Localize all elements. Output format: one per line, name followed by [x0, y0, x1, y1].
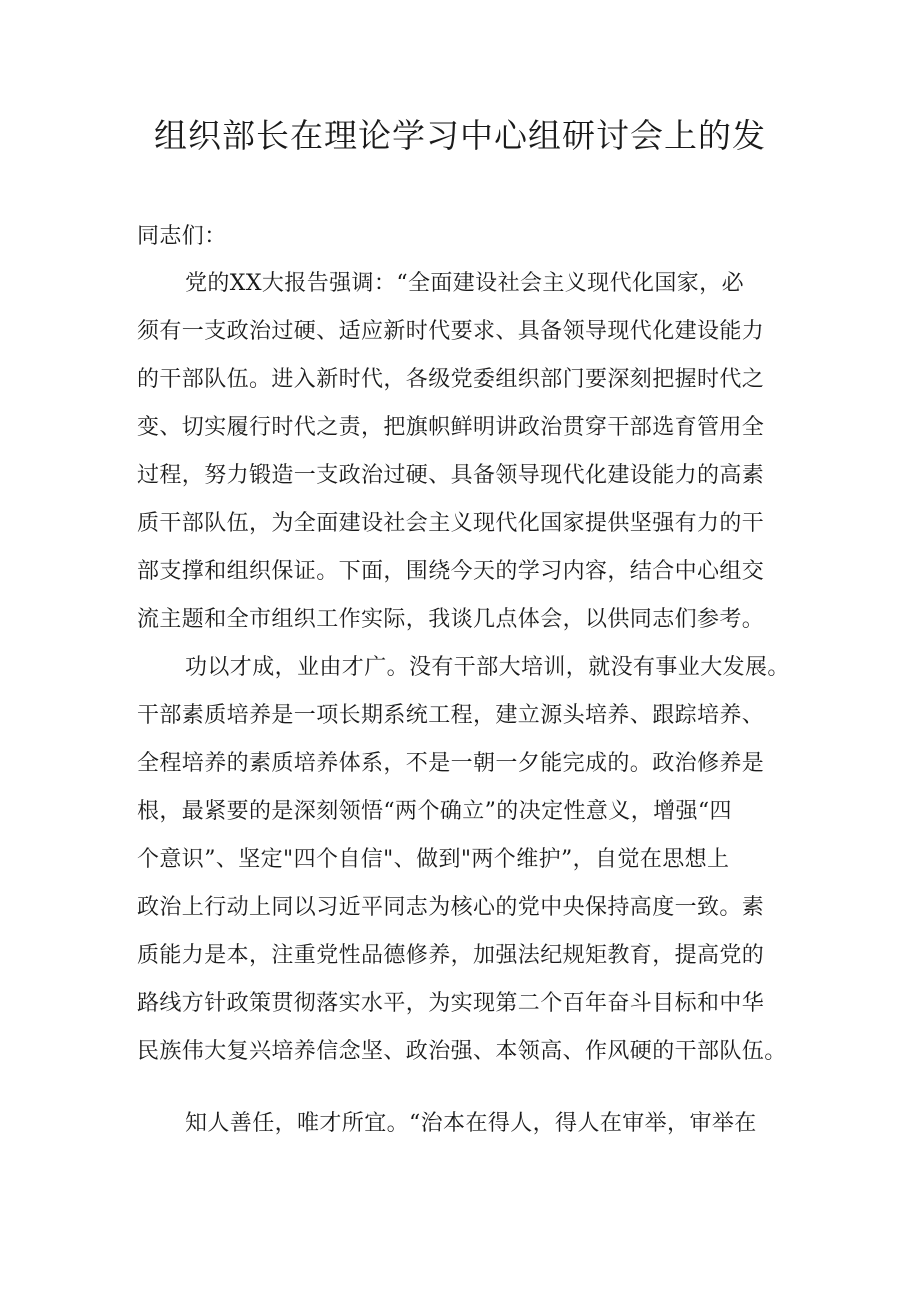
- paragraph-2-line-8: 路线方针政策贯彻落实水平，为实现第二个百年奋斗目标和中华: [137, 991, 765, 1016]
- paragraph-1-line-4: 变、切实履行时代之责，把旗帜鲜明讲政治贯穿干部选育管用全: [137, 415, 765, 440]
- paragraph-1-line-5: 过程，努力锻造一支政治过硬、具备领导现代化建设能力的高素: [137, 463, 765, 488]
- document-title: 组织部长在理论学习中心组研讨会上的发: [154, 116, 766, 155]
- paragraph-1-line-6: 质干部队伍，为全面建设社会主义现代化国家提供坚强有力的干: [137, 511, 765, 536]
- paragraph-1-line-2: 须有一支政治过硬、适应新时代要求、具备领导现代化建设能力: [137, 319, 765, 344]
- paragraph-2-line-5: 个意识”、坚定"四个自信"、做到"两个维护”，自觉在思想上: [137, 847, 730, 872]
- paragraph-1-line-7: 部支撑和组织保证。下面，围绕今天的学习内容，结合中心组交: [137, 559, 765, 584]
- paragraph-2-line-4: 根，最紧要的是深刻领悟“两个确立”的决定性意义，增强“四: [137, 799, 732, 824]
- paragraph-2-line-7: 质能力是本，注重党性品德修养，加强法纪规矩教育，提高党的: [137, 943, 765, 968]
- paragraph-2-line-1: 功以才成，业由才广。没有干部大培训，就没有事业大发展。: [185, 655, 790, 680]
- paragraph-2-line-3: 全程培养的素质培养体系，不是一朝一夕能完成的。政治修养是: [137, 751, 765, 776]
- paragraph-1-line-1: 党的XX大报告强调：“全面建设社会主义现代化国家，必: [185, 271, 744, 296]
- paragraph-1-line-8: 流主题和全市组织工作实际，我谈几点体会，以供同志们参考。: [137, 607, 765, 632]
- paragraph-2-line-9: 民族伟大复兴培养信念坚、政治强、本领高、作风硬的干部队伍。: [137, 1039, 787, 1064]
- paragraph-2-line-2: 干部素质培养是一项长期系统工程，建立源头培养、跟踪培养、: [137, 703, 765, 728]
- greeting: 同志们：: [137, 224, 227, 249]
- paragraph-2-line-6: 政治上行动上同以习近平同志为核心的党中央保持高度一致。素: [137, 895, 765, 920]
- paragraph-1-line-3: 的干部队伍。进入新时代，各级党委组织部门要深刻把握时代之: [137, 367, 765, 392]
- paragraph-3-line-1: 知人善任，唯才所宜。“治本在得人，得人在审举，审举在: [185, 1111, 757, 1136]
